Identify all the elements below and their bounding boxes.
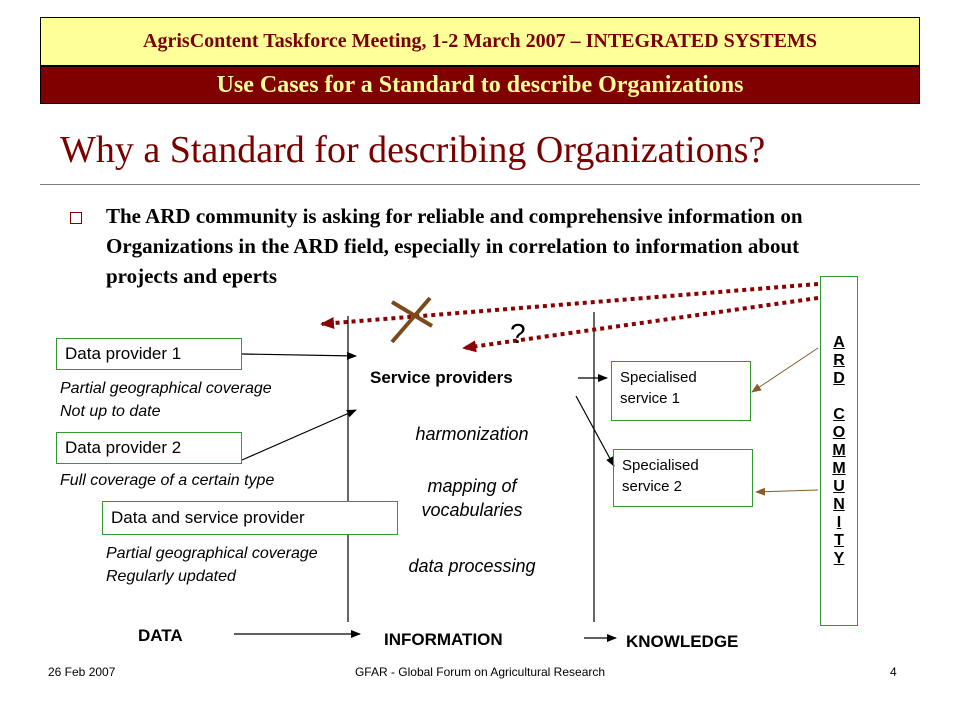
data-provider-1-box [56, 338, 242, 370]
provider1-arrow [242, 354, 356, 356]
ard-letter: N [833, 496, 845, 513]
specialised-service-1-box [611, 361, 751, 421]
mapping-label-line2: vocabularies [421, 500, 523, 520]
specialised-service-2-line1: Specialised [622, 457, 699, 474]
ard-community-box [820, 276, 858, 626]
ard-letter: D [833, 370, 845, 387]
slide-subtitle: Use Cases for a Standard to describe Organizations [216, 71, 744, 98]
data-processing-label: data processing [408, 556, 536, 576]
provider3-note-1: Partial geographical coverage [106, 545, 318, 562]
provider1-note-2: Not up to date [60, 403, 161, 420]
ard-letter: I [836, 514, 842, 531]
provider2-note: Full coverage of a certain type [60, 472, 275, 489]
ard-letter: R [833, 352, 845, 369]
ard-letter: A [833, 334, 845, 351]
data-provider-2-box [56, 432, 242, 464]
page-number: 4 [890, 665, 897, 679]
data-provider-1-label: Data provider 1 [65, 344, 182, 363]
footer-organization: GFAR - Global Forum on Agricultural Research [354, 665, 606, 679]
service2-arrow [576, 396, 614, 466]
ard-letter: O [832, 424, 846, 441]
bullet-text: The ARD community is asking for reliable and comprehensive information on Organizations in the ARD field, especially in correlation to information about projects and eperts [106, 204, 803, 288]
provider2-arrow [242, 410, 356, 460]
ard-to-service2-arrow [756, 490, 818, 492]
specialised-service-1-line2: service 1 [620, 390, 681, 407]
data-provider-2-label: Data provider 2 [65, 438, 182, 457]
ard-letter: T [834, 532, 844, 549]
ard-letter: C [833, 406, 845, 423]
ard-to-service1-arrow [752, 348, 818, 392]
ard-letter: Y [833, 550, 845, 567]
data-service-provider-label: Data and service provider [111, 508, 305, 527]
footer-date: 26 Feb 2007 [48, 665, 116, 679]
ard-letter: M [832, 442, 846, 459]
harmonization-label: harmonization [415, 424, 529, 444]
ard-letter: U [833, 478, 845, 495]
meeting-title: AgrisContent Taskforce Meeting, 1-2 March 2007 – INTEGRATED SYSTEMS [143, 30, 817, 52]
specialised-service-2-box [613, 449, 753, 507]
provider1-note-1: Partial geographical coverage [60, 380, 272, 397]
provider3-note-2: Regularly updated [106, 568, 236, 585]
data-service-provider-box [102, 501, 398, 535]
data-label: DATA [138, 626, 183, 645]
slide-title: Why a Standard for describing Organizations? [60, 129, 766, 171]
ard-letter: M [832, 460, 846, 477]
mapping-label-line1: mapping of [427, 476, 517, 496]
knowledge-label: KNOWLEDGE [626, 632, 739, 651]
service-providers-label: Service providers [370, 368, 513, 387]
specialised-service-2-line2: service 2 [622, 478, 683, 495]
specialised-service-1-line1: Specialised [620, 369, 697, 386]
question-mark: ? [510, 318, 526, 349]
information-label: INFORMATION [384, 630, 503, 649]
